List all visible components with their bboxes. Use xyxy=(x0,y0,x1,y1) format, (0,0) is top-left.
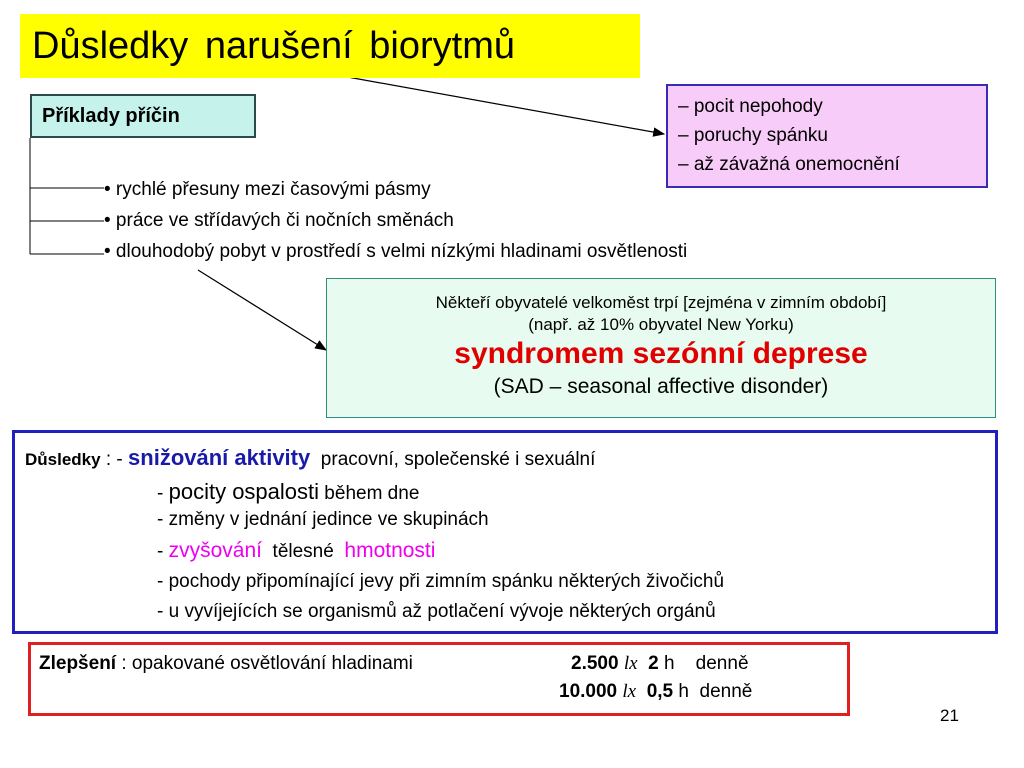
improvement-row-2 xyxy=(559,681,752,703)
sad-heading: syndromem sezónní deprese xyxy=(454,337,868,370)
consequences-colon: : - xyxy=(100,449,123,470)
dash: - xyxy=(157,483,169,504)
improvement-text: : opakované osvětlování hladinami xyxy=(116,653,413,674)
improvement-box xyxy=(28,642,850,716)
arrow-title-to-effects xyxy=(342,76,664,134)
lux-unit: lx xyxy=(623,653,638,674)
cause-item: • rychlé přesuny mezi časovými pásmy xyxy=(104,179,431,200)
hours-unit: h xyxy=(663,653,675,674)
activity-decrease: snižování aktivity xyxy=(128,445,311,470)
effect-item: – až závažná onemocnění xyxy=(678,154,900,175)
lux-value: 2.500 xyxy=(571,653,619,674)
consequence-line-6: - u vyvíjejících se organismů až potlačení vývoje některých orgánů xyxy=(157,601,716,622)
page-title xyxy=(20,14,640,78)
consequence-line-4 xyxy=(157,539,435,563)
sad-intro: Někteří obyvatelé velkoměst trpí [zejména v zimním období] xyxy=(435,293,887,312)
lux-unit: lx xyxy=(622,681,637,702)
sad-example: (např. až 10% obyvatel New Yorku) xyxy=(528,315,794,334)
effect-item: – pocit nepohody xyxy=(678,96,823,117)
consequence-line-1 xyxy=(25,445,595,471)
body-word: tělesné xyxy=(272,541,334,562)
title-text: Důsledky narušení biorytmů xyxy=(32,25,515,67)
improvement-line-1 xyxy=(39,653,413,675)
hours-value: 2 xyxy=(648,653,659,674)
increase-word: zvyšování xyxy=(168,539,262,562)
improvement-row-1 xyxy=(571,653,749,675)
arrow-causes-to-sad xyxy=(198,270,326,350)
consequences-box xyxy=(12,430,998,634)
hours-value: 0,5 xyxy=(646,681,674,702)
improvement-label: Zlepšení xyxy=(39,653,117,674)
causes-heading-box xyxy=(30,94,256,138)
cause-item: • dlouhodobý pobyt v prostředí s velmi nízkými hladinami osvětlenosti xyxy=(104,241,688,262)
sad-box xyxy=(326,278,996,418)
hours-unit: h xyxy=(678,681,689,702)
sad-abbreviation: (SAD – seasonal affective disonder) xyxy=(493,375,829,398)
consequence-line-3: - změny v jednání jedince ve skupinách xyxy=(157,509,489,530)
cause-item: • práce ve střídavých či nočních směnách xyxy=(104,210,454,231)
sleepiness: pocity ospalosti xyxy=(168,479,320,504)
daily-label: denně xyxy=(695,653,749,674)
weight-word: hmotnosti xyxy=(344,539,436,562)
dash: - xyxy=(157,541,169,562)
page-number: 21 xyxy=(940,706,959,725)
effect-item: – poruchy spánku xyxy=(678,125,828,146)
consequence-line-5: - pochody připomínající jevy při zimním spánku některých živočichů xyxy=(157,571,725,592)
consequences-label: Důsledky xyxy=(25,450,101,469)
consequence-line-2 xyxy=(157,479,419,505)
daily-label: denně xyxy=(699,681,753,702)
causes-heading: Příklady příčin xyxy=(42,105,180,127)
sleepiness-rest: během dne xyxy=(319,483,420,504)
lux-value: 10.000 xyxy=(559,681,618,702)
effects-box xyxy=(666,84,988,188)
activity-types: pracovní, společenské i sexuální xyxy=(320,449,596,470)
